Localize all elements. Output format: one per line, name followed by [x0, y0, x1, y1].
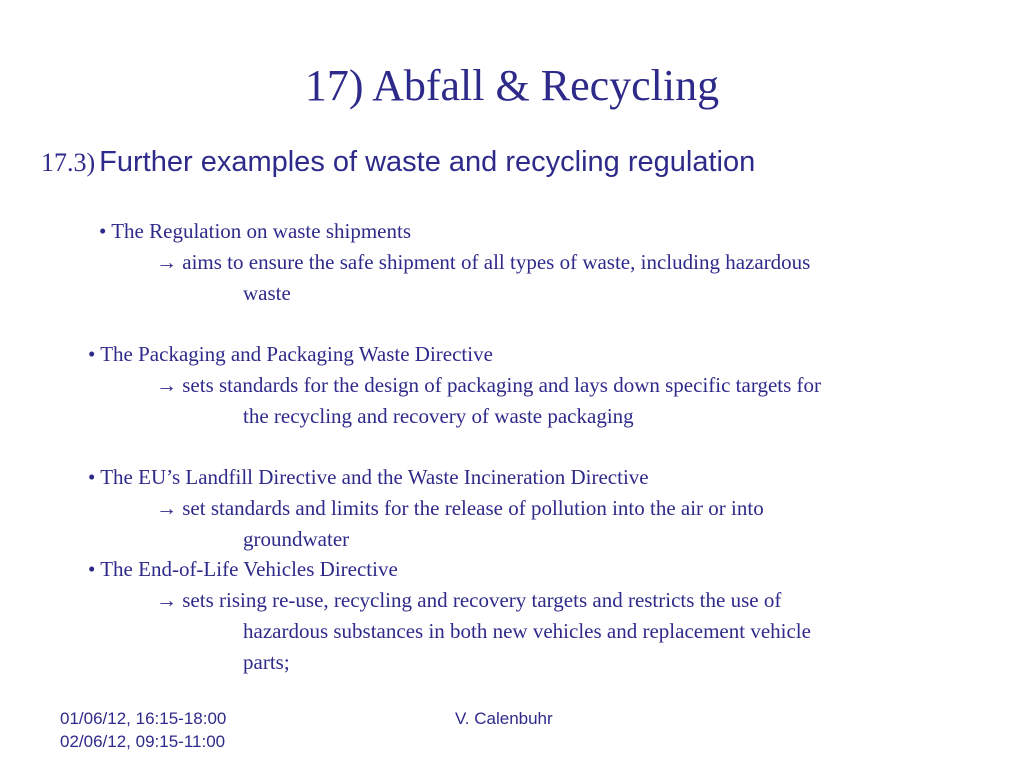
bullet-heading-landfill: • The EU’s Landfill Directive and the Waste Incineration Directive — [88, 465, 649, 489]
footer-author: V. Calenbuhr — [455, 709, 553, 728]
bullet-detail-waste-shipments-2: waste — [243, 281, 291, 305]
bullet-detail-waste-shipments-1: → aims to ensure the safe shipment of all types of waste, including hazardous — [156, 250, 811, 274]
bullet-detail-packaging-1: → sets standards for the design of packaging and lays down specific targets for — [156, 373, 822, 397]
bullet-heading-waste-shipments: • The Regulation on waste shipments — [99, 219, 412, 243]
bullet-heading-packaging: • The Packaging and Packaging Waste Directive — [88, 342, 493, 366]
slide-title: 17) Abfall & Recycling — [304, 61, 720, 110]
bullet-detail-vehicles-3: parts; — [243, 650, 290, 674]
footer-date-2: 02/06/12, 09:15-11:00 — [60, 732, 226, 751]
footer-date-1: 01/06/12, 16:15-18:00 — [60, 709, 227, 728]
subtitle-text: Further examples of waste and recycling regulation — [99, 146, 756, 178]
bullet-detail-packaging-2: the recycling and recovery of waste packaging — [243, 404, 634, 428]
bullet-heading-vehicles: • The End-of-Life Vehicles Directive — [88, 557, 398, 581]
bullet-detail-landfill-2: groundwater — [243, 527, 350, 551]
bullet-detail-vehicles-2: hazardous substances in both new vehicles and replacement vehicle — [243, 619, 811, 643]
bullet-detail-vehicles-1: → sets rising re-use, recycling and recovery targets and restricts the use of — [156, 588, 782, 612]
bullet-detail-landfill-1: → set standards and limits for the release of pollution into the air or into — [156, 496, 764, 520]
subtitle-number: 17.3) — [41, 148, 96, 177]
